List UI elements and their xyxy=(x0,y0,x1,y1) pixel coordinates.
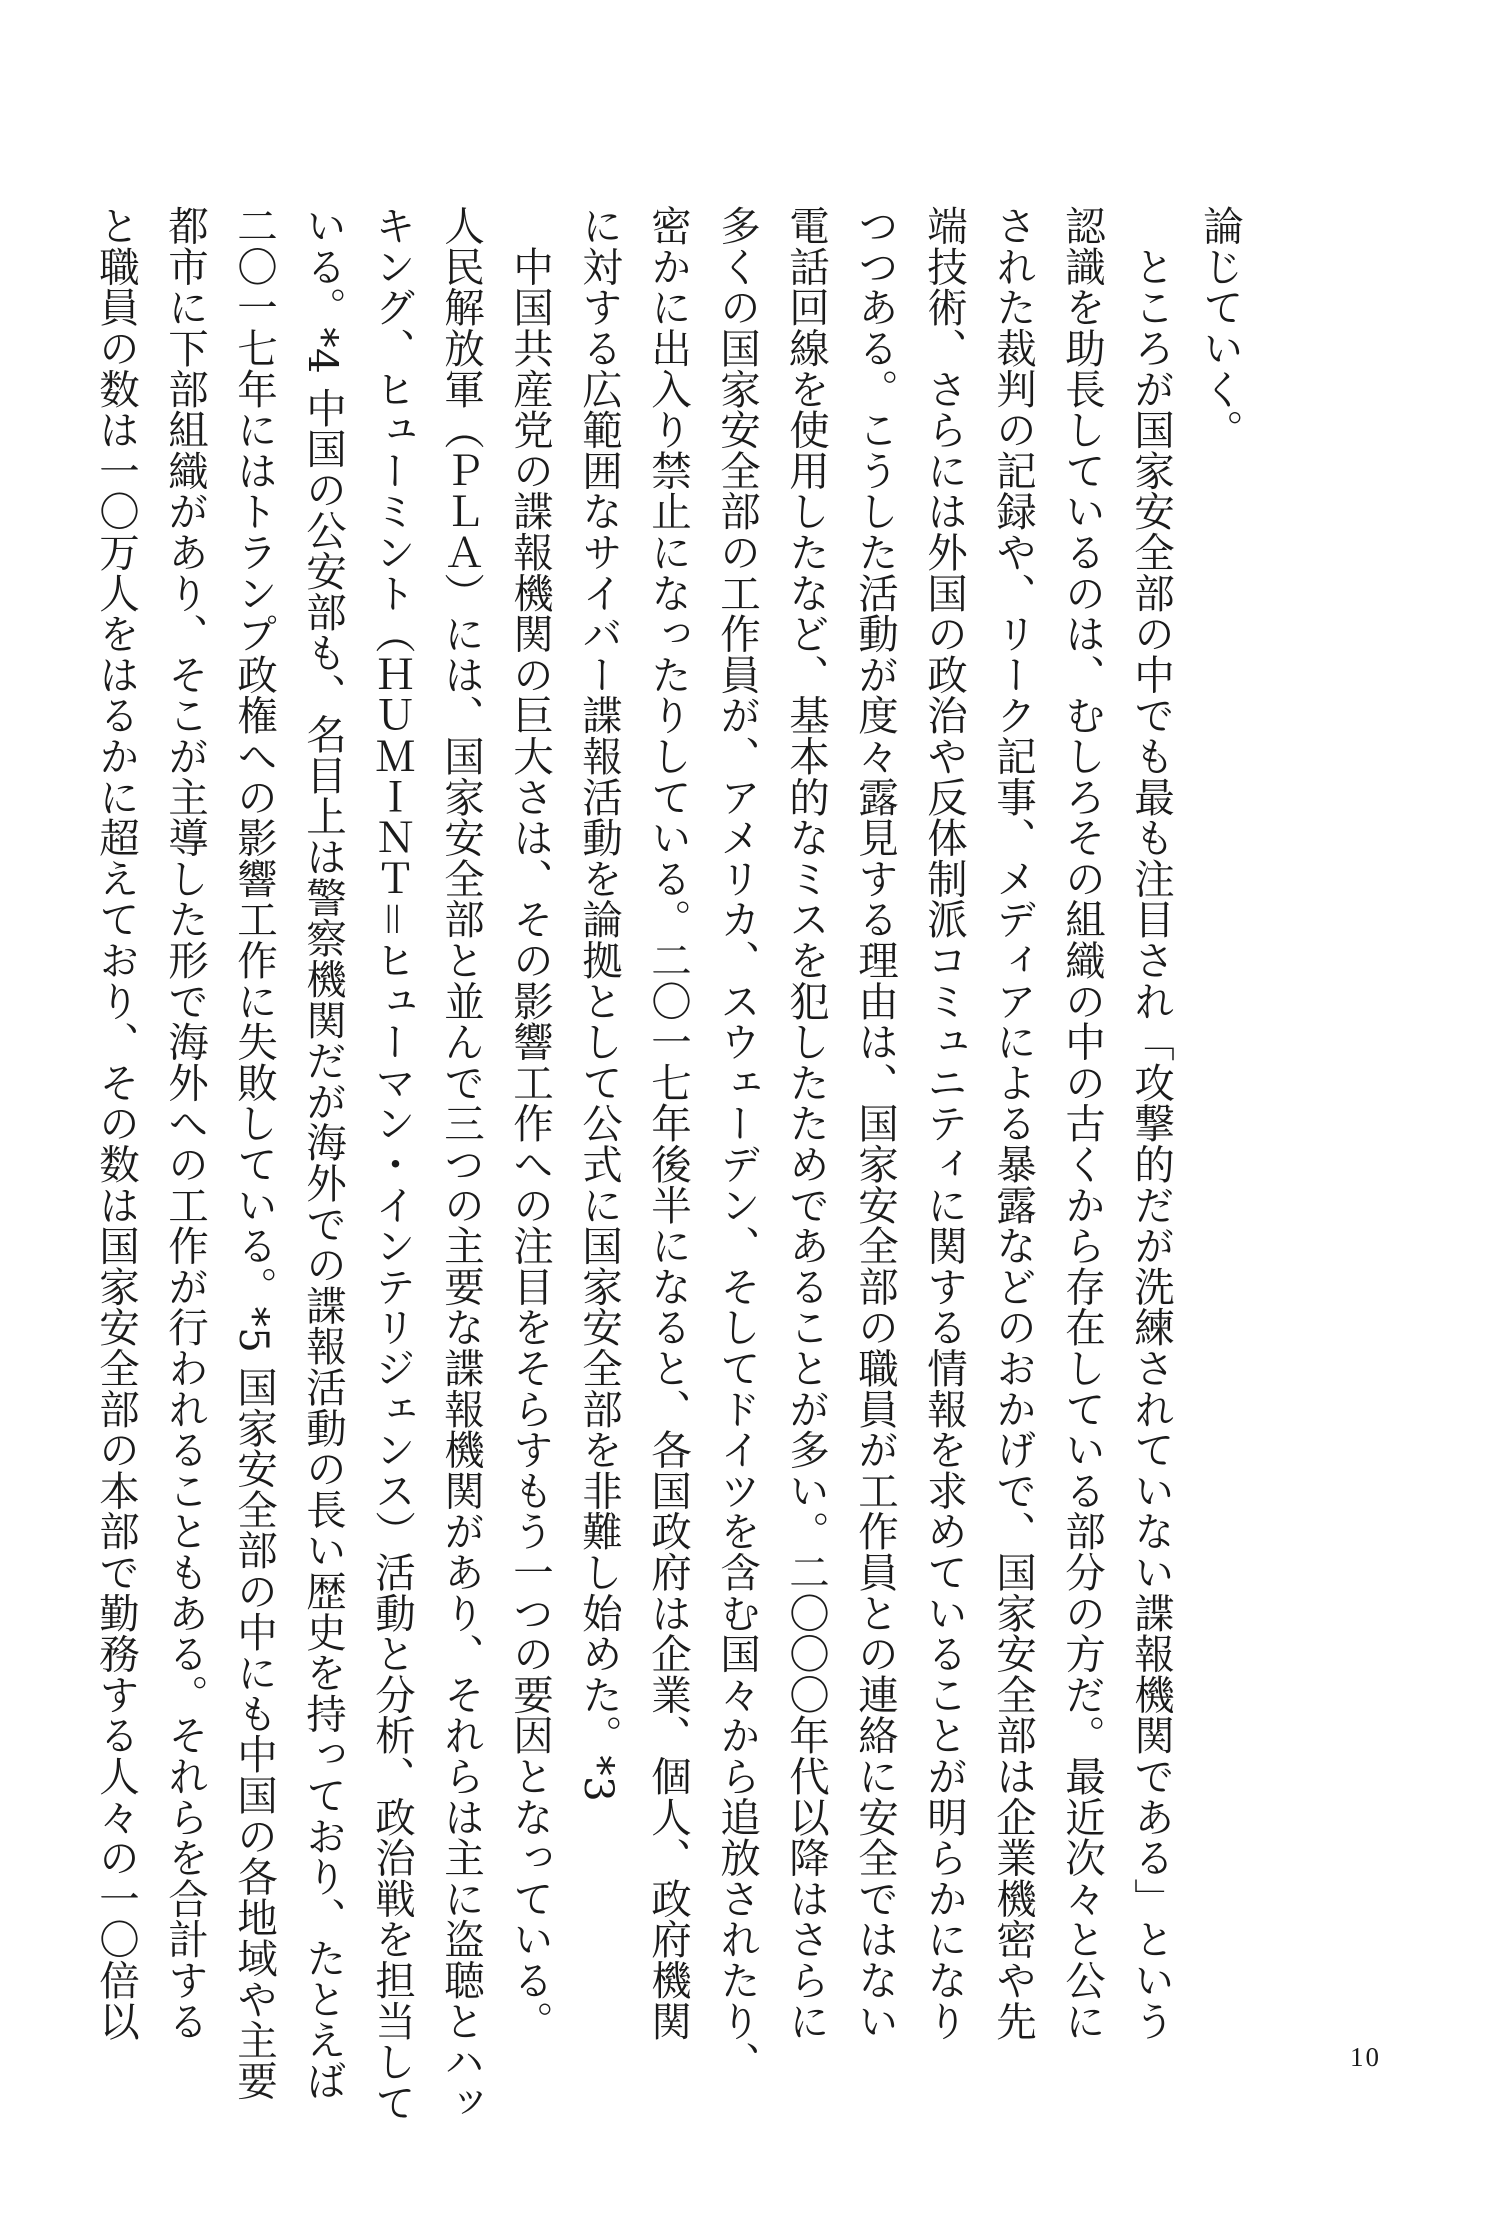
text-column: 二〇一七年にはトランプ政権への影響工作に失敗している。*5 国家安全部の中にも中国の各地域や主要 xyxy=(230,205,278,2101)
text-column: 電話回線を使用したなど、基本的なミスを犯したためであることが多い。二〇〇〇年代以降はさらに xyxy=(782,205,830,2041)
text-column: 密かに出入り禁止になったりしている。二〇一七年後半になると、各国政府は企業、個人、政府機関 xyxy=(644,205,692,2041)
text-column: 中国共産党の諜報機関の巨大さは、その影響工作への注目をそらすもう一つの要因となっている。 xyxy=(506,205,554,2041)
text-column: 都市に下部組織があり、そこが主導した形で海外への工作が行われることもある。それらを合計する xyxy=(161,205,209,2041)
text-column: キング、ヒューミント（ＨＵＭＩＮＴ＝ヒューマン・インテリジェンス）活動と分析、政治戦を担当して xyxy=(368,205,416,2123)
text-column: 論じていく。 xyxy=(1196,205,1244,450)
text-column: された裁判の記録や、リーク記事、メディアによる暴露などのおかげで、国家安全部は企業機密や先 xyxy=(989,205,1037,2041)
text-column: つつある。こうした活動が度々露見する理由は、国家安全部の職員が工作員との連絡に安全ではない xyxy=(851,205,899,2041)
text-column: 認識を助長しているのは、むしろその組織の中の古くから存在している部分の方だ。最近次々と公に xyxy=(1058,205,1106,2041)
text-column: 端技術、さらには外国の政治や反体制派コミュニティに関する情報を求めていることが明らかになり xyxy=(920,205,968,2041)
page-number: 10 xyxy=(1350,2042,1381,2072)
text-column: 人民解放軍（ＰＬＡ）には、国家安全部と並んで三つの主要な諜報機関があり、それらは主に盗聴とハッ xyxy=(437,205,485,2123)
text-column: いる。*4 中国の公安部も、名目上は警察機関だが海外での諜報活動の長い歴史を持っており、たとえば xyxy=(299,205,347,2101)
text-column: と職員の数は一〇万人をはるかに超えており、その数は国家安全部の本部で勤務する人々の一〇倍以 xyxy=(92,205,140,2041)
text-column: ところが国家安全部の中でも最も注目され「攻撃的だが洗練されていない諜報機関である」という xyxy=(1127,205,1175,2041)
text-column: 多くの国家安全部の工作員が、アメリカ、スウェーデン、そしてドイツを含む国々から追放されたり、 xyxy=(713,205,761,2082)
body-text xyxy=(81,205,1254,2123)
text-column: に対する広範囲なサイバー諜報活動を論拠として公式に国家安全部を非難し始めた。*3 xyxy=(575,205,623,1803)
